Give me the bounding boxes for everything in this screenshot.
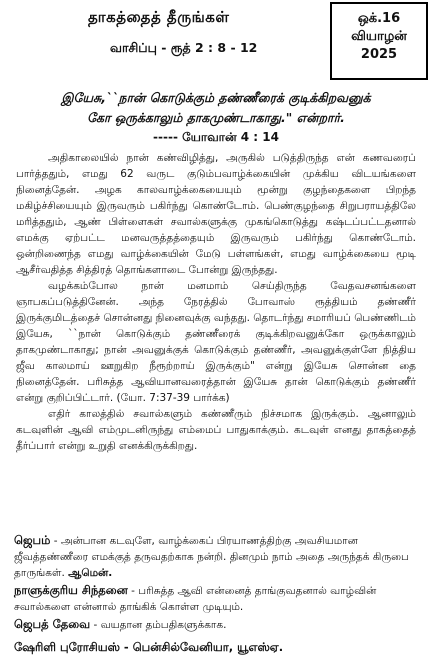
- thought-text: - பரிசுத்த ஆவி என்னைத் தாங்குவதனால் வாழ்வின் சவால்களை என்னால் தாங்கிக் கொள்ள முடியும்.: [14, 585, 377, 613]
- devotional-body: [16, 150, 416, 454]
- author-credit: ஷேரிளி புரோசியஸ் - பென்சில்வேனியா, யூஎஸ்ஏ.: [14, 640, 284, 654]
- key-verse-line-2: கோ ஒருக்காலும் தாகமுண்டாகாது." என்றார்.: [87, 110, 345, 125]
- prayer-need-section: [14, 616, 418, 633]
- prayer-text: - அன்பான கடவுளே, வாழ்க்கைப் பிரயாணத்திற்கு அவசியமான ஜீவத்தண்ணீரை எமக்குத் தருவதற்காக நன்றி. தினமும் நாம் அதை அருந்தக் கிருபை தாருங்கள்.: [14, 535, 409, 579]
- key-verse-line-1: இயேசு,``நான் கொடுக்கும் தண்ணீரைக் குடிக்கிறவனுக்: [61, 90, 371, 105]
- prayer-section: [14, 532, 418, 581]
- scripture-reading: வாசிப்பு - ரூத் 2 : 8 - 12: [110, 40, 258, 55]
- thought-section: [14, 582, 418, 615]
- page-title: தாகத்தைத் தீருங்கள்: [88, 8, 230, 26]
- date-label: ஒக்.16: [357, 11, 401, 26]
- prayer-need-label: ஜெபத் தேவை: [14, 617, 91, 631]
- prayer-label: ஜெபம்: [14, 533, 51, 547]
- verse-reference: ----- யோவான் 4 : 14: [153, 130, 279, 144]
- key-verse: [10, 88, 422, 128]
- year-label: 2025: [360, 47, 398, 62]
- amen-text: ஆமென்.: [68, 567, 113, 579]
- date-box: [330, 2, 428, 80]
- thought-label: நாளுக்குரிய சிந்தனை: [14, 583, 128, 597]
- devotional-footer: [14, 532, 418, 634]
- prayer-need-text: - வயதான தம்பதிகளுக்காக.: [93, 619, 227, 631]
- body-paragraph: வழக்கம்போல நான் மனமாம் செய்திருந்த வேதவசனங்களை ஞாபகப்படுத்தினேன். அந்த நேரத்தில் போவாஸ் ரூத்தியம் தண்ணீர் இருக்குமிடத்தைச் சொன்னது நினைவுக்கு வந்தது. தொடர்ந்து சமாரியப் பெண்ணிடம் இயேசு, ``நான் கொடுக்கும் தண்ணீரைக் குடிக்கிறவனுக்கோ ஒருக்காலும் தாகமுண்டாகாது; நான் அவனுக்குக் கொடுக்கும் தண்ணீர், அவனுக்குள்ளே நித்திய ஜீவ காலமாய் ஊறுகிற நீரூற்றாய் இருக்கும்" என்று இயேசு சொன்ன தை நினைத்தேன். பரிசுத்த ஆவியானவரைத்தான் இயேசு தான் கொடுக்கும் தண்ணீர் என்று குறிப்பிட்டார். (யோ. 7:37-39 பார்க்க): [16, 280, 417, 404]
- body-paragraph: எதிர் காலத்தில் சவால்களும் கண்ணீரும் நிச்சமாக இருக்கும். ஆனாலும் கடவுளின் ஆவி எம்முடனிருந்து எம்மைப் பாதுகாக்கும். கடவுள் எனது தாகத்தைத் தீர்ப்பார் என்று உறுதி எனக்கிருக்கிறது.: [16, 408, 416, 452]
- body-paragraph: அதிகாலையில் நான் கண்விழித்து, அருகில் படுத்திருந்த என் கணவரைப் பார்த்ததும், எமது 62 வருட குடும்பவாழ்க்கையின் முக்கிய விடயங்களை நினைத்தேன். அழக காலவாழ்க்கையையும் மூன்று குழந்தைகளை பிறந்த மகிழ்ச்சியையும் இருவரும் பகிர்ந்து கொண்டோம். பெண்குழந்தை சிறுபராயத்திலே மரித்ததும், ஆண் பிள்ளைகள் சவால்களுக்கு முகங்கொடுத்து கஷ்டப்பட்டதனால் எமக்கு ஏற்பட்ட மனவருத்தத்தையும் இருவரும் பகிர்ந்து கொண்டோம். ஒன்றிணைந்த எமது வாழ்க்கையின் மேடு பள்ளங்கள், எமது வாழ்க்கையை மூடி ஆசீர்வதித்த சித்திரத் தொங்களாடை போன்று இருந்தது.: [16, 152, 416, 276]
- weekday-label: வியாழன்: [351, 29, 407, 44]
